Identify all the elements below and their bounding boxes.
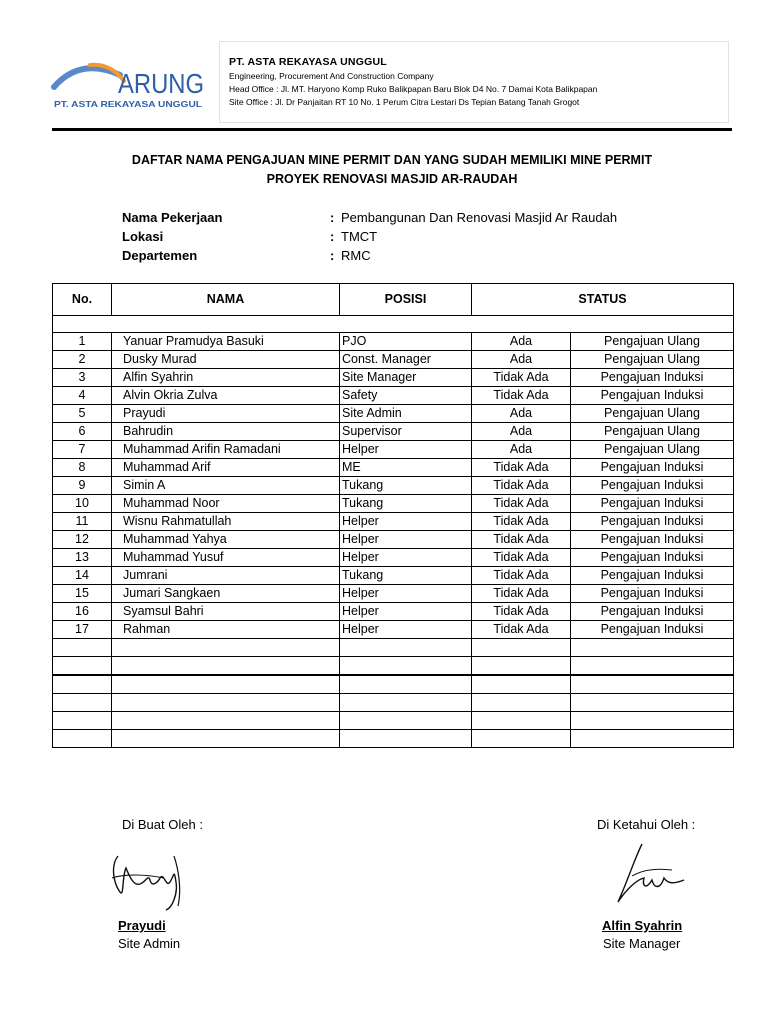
empty-cell	[472, 730, 571, 748]
table-row	[53, 567, 734, 585]
header-nama: NAMA	[112, 284, 340, 316]
row-nama: Muhammad Arif	[112, 459, 340, 477]
table-row	[53, 459, 734, 477]
table-row	[53, 603, 734, 621]
empty-cell	[340, 639, 472, 657]
row-no: 3	[53, 369, 112, 387]
created-by-label: Di Buat Oleh :	[122, 817, 203, 832]
row-keterangan: Pengajuan Induksi	[571, 531, 734, 549]
row-posisi: Helper	[340, 513, 472, 531]
row-nama: Dusky Murad	[112, 351, 340, 369]
row-mine-permit: Tidak Ada	[472, 531, 571, 549]
row-keterangan: Pengajuan Ulang	[571, 351, 734, 369]
row-keterangan: Pengajuan Induksi	[571, 459, 734, 477]
letterhead-divider	[52, 128, 732, 131]
table-row	[53, 387, 734, 405]
meta-value-nama-pekerjaan: Pembangunan Dan Renovasi Masjid Ar Raudah	[341, 210, 618, 225]
row-nama: Muhammad Yahya	[112, 531, 340, 549]
approved-by-label: Di Ketahui Oleh :	[597, 817, 696, 832]
row-keterangan: Pengajuan Ulang	[571, 333, 734, 351]
table-row	[53, 549, 734, 567]
row-nama: Bahrudin	[112, 423, 340, 441]
row-keterangan: Pengajuan Induksi	[571, 621, 734, 639]
row-mine-permit: Tidak Ada	[472, 585, 571, 603]
row-keterangan: Pengajuan Induksi	[571, 513, 734, 531]
table-row-empty	[53, 730, 734, 748]
empty-cell	[472, 675, 571, 694]
row-no: 4	[53, 387, 112, 405]
row-keterangan: Pengajuan Induksi	[571, 495, 734, 513]
row-keterangan: Pengajuan Ulang	[571, 405, 734, 423]
table-row	[53, 621, 734, 639]
table-row	[53, 333, 734, 351]
row-posisi: Helper	[340, 531, 472, 549]
meta-label-departemen: Departemen	[122, 248, 198, 263]
row-mine-permit: Ada	[472, 351, 571, 369]
signature-alfin-syahrin	[612, 840, 692, 915]
empty-cell	[472, 694, 571, 712]
table-row-empty	[53, 694, 734, 712]
row-no: 6	[53, 423, 112, 441]
row-nama: Muhammad Arifin Ramadani	[112, 441, 340, 459]
row-mine-permit: Tidak Ada	[472, 387, 571, 405]
row-no: 17	[53, 621, 112, 639]
table-row	[53, 495, 734, 513]
company-tagline: Engineering, Procurement And Construction Company	[229, 71, 434, 81]
empty-cell	[340, 657, 472, 676]
meta-colon: :	[330, 248, 335, 263]
row-nama: Yanuar Pramudya Basuki	[112, 333, 340, 351]
row-nama: Rahman	[112, 621, 340, 639]
document-title-line-1: DAFTAR NAMA PENGAJUAN MINE PERMIT DAN YANG SUDAH MEMILIKI MINE PERMIT	[131, 153, 653, 167]
row-posisi: Site Admin	[340, 405, 472, 423]
row-posisi: Site Manager	[340, 369, 472, 387]
table-row	[53, 441, 734, 459]
row-nama: Jumari Sangkaen	[112, 585, 340, 603]
document-title-line-2: PROYEK RENOVASI MASJID AR-RAUDAH	[266, 172, 518, 186]
row-no: 15	[53, 585, 112, 603]
approver-role: Site Manager	[603, 936, 681, 951]
row-mine-permit: Ada	[472, 441, 571, 459]
row-nama: Alfin Syahrin	[112, 369, 340, 387]
row-keterangan: Pengajuan Induksi	[571, 567, 734, 585]
row-posisi: Helper	[340, 441, 472, 459]
row-posisi: PJO	[340, 333, 472, 351]
row-mine-permit: Ada	[472, 423, 571, 441]
empty-cell	[571, 675, 734, 694]
row-posisi: Safety	[340, 387, 472, 405]
table-row	[53, 369, 734, 387]
row-nama: Prayudi	[112, 405, 340, 423]
meta-colon: :	[330, 229, 335, 244]
row-mine-permit: Tidak Ada	[472, 549, 571, 567]
header-no: No.	[53, 284, 112, 316]
row-mine-permit: Ada	[472, 333, 571, 351]
row-nama: Syamsul Bahri	[112, 603, 340, 621]
row-nama: Simin A	[112, 477, 340, 495]
empty-cell	[112, 694, 340, 712]
row-posisi: Helper	[340, 621, 472, 639]
company-info-box	[219, 41, 729, 123]
header-posisi: POSISI	[340, 284, 472, 316]
row-no: 1	[53, 333, 112, 351]
row-posisi: Helper	[340, 585, 472, 603]
row-no: 7	[53, 441, 112, 459]
row-keterangan: Pengajuan Ulang	[571, 423, 734, 441]
empty-cell	[571, 712, 734, 730]
row-nama: Jumrani	[112, 567, 340, 585]
table-row	[53, 531, 734, 549]
empty-cell	[472, 657, 571, 676]
row-keterangan: Pengajuan Induksi	[571, 387, 734, 405]
row-mine-permit: Tidak Ada	[472, 621, 571, 639]
row-no: 9	[53, 477, 112, 495]
logo-subtext: PT. ASTA REKAYASA UNGGUL	[54, 99, 202, 109]
empty-cell	[53, 694, 112, 712]
empty-cell	[472, 712, 571, 730]
row-keterangan: Pengajuan Ulang	[571, 441, 734, 459]
approver-name: Alfin Syahrin	[602, 918, 683, 933]
row-posisi: Tukang	[340, 477, 472, 495]
table-row-empty	[53, 657, 734, 676]
table-row	[53, 477, 734, 495]
empty-cell	[571, 657, 734, 676]
creator-role: Site Admin	[118, 936, 181, 951]
row-nama: Wisnu Rahmatullah	[112, 513, 340, 531]
table-row	[53, 423, 734, 441]
row-posisi: Tukang	[340, 495, 472, 513]
table-row	[53, 405, 734, 423]
row-keterangan: Pengajuan Induksi	[571, 477, 734, 495]
empty-cell	[571, 730, 734, 748]
row-no: 5	[53, 405, 112, 423]
table-spacer-row	[53, 316, 734, 333]
row-mine-permit: Ada	[472, 405, 571, 423]
head-office-address: Head Office : Jl. MT. Haryono Komp Ruko Balikpapan Baru Blok D4 No. 7 Damai Kota Balikpapan	[229, 84, 598, 94]
row-keterangan: Pengajuan Induksi	[571, 603, 734, 621]
creator-name: Prayudi	[118, 918, 166, 933]
company-logo	[50, 55, 210, 115]
empty-cell	[112, 639, 340, 657]
row-nama: Muhammad Noor	[112, 495, 340, 513]
row-no: 16	[53, 603, 112, 621]
table-row	[53, 585, 734, 603]
row-posisi: Helper	[340, 549, 472, 567]
row-mine-permit: Tidak Ada	[472, 459, 571, 477]
row-nama: Muhammad Yusuf	[112, 549, 340, 567]
empty-cell	[340, 730, 472, 748]
row-keterangan: Pengajuan Induksi	[571, 369, 734, 387]
meta-value-departemen: RMC	[341, 248, 371, 263]
signature-prayudi	[104, 848, 194, 923]
meta-colon: :	[330, 210, 335, 225]
row-no: 14	[53, 567, 112, 585]
company-name: PT. ASTA REKAYASA UNGGUL	[229, 56, 387, 68]
row-posisi: Supervisor	[340, 423, 472, 441]
row-mine-permit: Tidak Ada	[472, 369, 571, 387]
empty-cell	[112, 675, 340, 694]
header-status: STATUS	[472, 284, 734, 316]
row-mine-permit: Tidak Ada	[472, 477, 571, 495]
row-posisi: Helper	[340, 603, 472, 621]
table-row	[53, 351, 734, 369]
empty-cell	[472, 639, 571, 657]
empty-cell	[571, 639, 734, 657]
empty-cell	[340, 675, 472, 694]
empty-cell	[571, 694, 734, 712]
meta-label-nama-pekerjaan: Nama Pekerjaan	[122, 210, 223, 225]
empty-cell	[112, 730, 340, 748]
meta-value-lokasi: TMCT	[341, 229, 378, 244]
row-posisi: Tukang	[340, 567, 472, 585]
table-row	[53, 513, 734, 531]
table-row-empty	[53, 712, 734, 730]
empty-cell	[53, 639, 112, 657]
row-nama: Alvin Okria Zulva	[112, 387, 340, 405]
row-posisi: Const. Manager	[340, 351, 472, 369]
row-mine-permit: Tidak Ada	[472, 495, 571, 513]
empty-cell	[53, 730, 112, 748]
table-row-empty	[53, 639, 734, 657]
site-office-address: Site Office : Jl. Dr Panjaitan RT 10 No. 1 Perum Citra Lestari Ds Tepian Batang Tanah Grogot	[229, 97, 580, 107]
empty-cell	[340, 712, 472, 730]
row-keterangan: Pengajuan Induksi	[571, 549, 734, 567]
permit-table	[52, 283, 734, 748]
empty-cell	[53, 657, 112, 676]
row-mine-permit: Tidak Ada	[472, 603, 571, 621]
empty-cell	[112, 712, 340, 730]
row-posisi: ME	[340, 459, 472, 477]
row-no: 13	[53, 549, 112, 567]
row-no: 2	[53, 351, 112, 369]
meta-label-lokasi: Lokasi	[122, 229, 164, 244]
table-row-empty	[53, 675, 734, 694]
row-no: 8	[53, 459, 112, 477]
row-no: 12	[53, 531, 112, 549]
logo-text: ARUNG	[118, 68, 204, 99]
empty-cell	[340, 694, 472, 712]
empty-cell	[112, 657, 340, 676]
row-mine-permit: Tidak Ada	[472, 513, 571, 531]
row-mine-permit: Tidak Ada	[472, 567, 571, 585]
row-no: 10	[53, 495, 112, 513]
row-keterangan: Pengajuan Induksi	[571, 585, 734, 603]
row-no: 11	[53, 513, 112, 531]
empty-cell	[53, 675, 112, 694]
empty-cell	[53, 712, 112, 730]
